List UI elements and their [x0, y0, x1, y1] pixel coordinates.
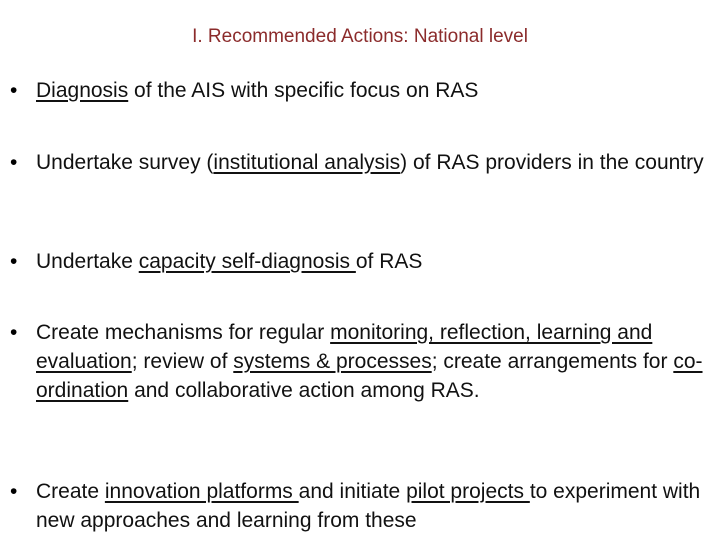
bullet-text — [36, 247, 708, 276]
text-segment: ; review of — [131, 350, 234, 373]
underlined-term: pilot projects — [406, 480, 530, 503]
text-segment: ; create arrangements for — [431, 350, 674, 373]
bullet-dot-icon: • — [10, 321, 18, 344]
bullet-item — [8, 477, 708, 535]
slide-title: I. Recommended Actions: National level — [192, 26, 528, 47]
text-segment: of RAS — [355, 250, 423, 273]
underlined-term: institutional analysis — [213, 151, 401, 174]
bullet-item — [8, 76, 708, 105]
text-segment: ) of RAS providers in the country — [400, 151, 704, 174]
underlined-term: innovation platforms — [104, 480, 299, 503]
text-segment: Create — [36, 480, 105, 503]
text-segment: of the AIS with specific focus on RAS — [128, 79, 479, 102]
text-segment: and initiate — [298, 480, 407, 503]
bullet-text — [36, 148, 708, 177]
underlined-term: Diagnosis — [36, 79, 129, 102]
underlined-term: monitoring, reflection, learning and evaluation — [36, 321, 653, 373]
underlined-term: co-ordination — [36, 350, 703, 402]
bullet-text — [36, 318, 708, 405]
underlined-term: systems & processes — [233, 350, 432, 373]
text-segment: to experiment with new approaches and learning from these — [36, 480, 701, 532]
bullet-dot-icon: • — [10, 480, 18, 503]
text-segment: and collaborative action among RAS. — [128, 379, 480, 402]
bullet-dot-icon: • — [10, 79, 18, 102]
text-segment: Undertake — [36, 250, 139, 273]
bullet-dot-icon: • — [10, 151, 18, 174]
bullet-dot-icon: • — [10, 250, 18, 273]
underlined-term: capacity self-diagnosis — [138, 250, 356, 273]
bullet-text — [36, 477, 708, 535]
bullet-item — [8, 247, 708, 276]
bullet-item — [8, 318, 708, 405]
bullet-item — [8, 148, 708, 177]
text-segment: Undertake survey ( — [36, 151, 214, 174]
bullet-text — [36, 76, 708, 105]
text-segment: Create mechanisms for regular — [36, 321, 331, 344]
